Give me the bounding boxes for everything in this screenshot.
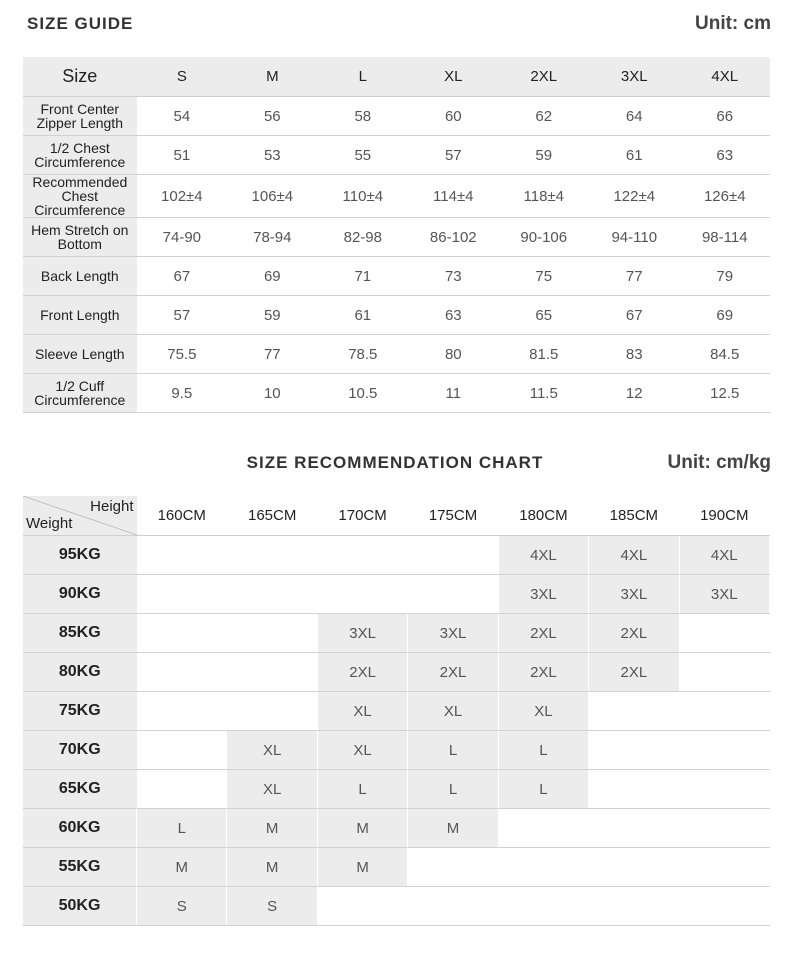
size-value-cell: 62 [499, 97, 589, 136]
recommended-size-cell: M [137, 848, 227, 887]
recommended-size-cell [589, 809, 679, 848]
size-value-cell: 64 [589, 97, 679, 136]
size-guide-title: SIZE GUIDE [27, 14, 134, 33]
recommended-size-cell: XL [227, 770, 317, 809]
size-value-cell: 61 [589, 136, 679, 175]
recommended-size-cell [589, 848, 679, 887]
recommended-size-cell [679, 692, 769, 731]
size-value-cell: 11 [408, 374, 498, 413]
size-guide-table [23, 57, 770, 413]
size-value-cell: 74-90 [137, 218, 227, 257]
size-value-cell: 65 [499, 296, 589, 335]
size-row-label: Hem Stretch on Bottom [23, 218, 137, 257]
size-value-cell: 51 [137, 136, 227, 175]
recommended-size-cell [408, 848, 498, 887]
height-header-cell: 170CM [317, 496, 407, 536]
weight-row-label: 50KG [23, 887, 137, 926]
recommended-size-cell: 2XL [498, 614, 588, 653]
size-value-cell: 10 [227, 374, 317, 413]
size-header-label: Size [23, 57, 137, 97]
recommended-size-cell [137, 614, 227, 653]
recommended-size-cell: M [317, 809, 407, 848]
size-header-cell: 3XL [589, 57, 679, 97]
recommended-size-cell [679, 809, 769, 848]
recommended-size-cell [589, 731, 679, 770]
recommended-size-cell [498, 848, 588, 887]
recommended-size-cell [317, 887, 407, 926]
size-recommendation-table [23, 496, 770, 926]
recommended-size-cell: L [137, 809, 227, 848]
size-header-cell: XL [408, 57, 498, 97]
size-header-row [23, 57, 770, 97]
size-value-cell: 10.5 [318, 374, 408, 413]
weight-row-label: 80KG [23, 653, 137, 692]
size-value-cell: 59 [499, 136, 589, 175]
size-value-cell: 67 [589, 296, 679, 335]
recommendation-unit: Unit: cm/kg [667, 452, 771, 473]
size-row-label: 1/2 Cuff Circumference [23, 374, 137, 413]
recommended-size-cell [227, 575, 317, 614]
recommended-size-cell [227, 614, 317, 653]
recommended-size-cell: L [408, 731, 498, 770]
size-value-cell: 63 [680, 136, 771, 175]
recommended-size-cell: L [408, 770, 498, 809]
recommended-size-cell: 4XL [498, 536, 588, 575]
recommended-size-cell: L [498, 770, 588, 809]
size-row [23, 257, 770, 296]
size-value-cell: 55 [318, 136, 408, 175]
size-value-cell: 122±4 [589, 175, 679, 218]
size-header-cell: 2XL [499, 57, 589, 97]
size-value-cell: 61 [318, 296, 408, 335]
recommended-size-cell [227, 653, 317, 692]
recommended-size-cell [137, 770, 227, 809]
weight-row-label: 65KG [23, 770, 137, 809]
size-row [23, 374, 770, 413]
size-value-cell: 110±4 [318, 175, 408, 218]
recommended-size-cell [317, 536, 407, 575]
size-value-cell: 84.5 [680, 335, 771, 374]
recommended-size-cell: 2XL [408, 653, 498, 692]
recommended-size-cell: 4XL [679, 536, 769, 575]
height-header-cell: 190CM [679, 496, 769, 536]
size-value-cell: 75 [499, 257, 589, 296]
size-value-cell: 69 [680, 296, 771, 335]
size-value-cell: 63 [408, 296, 498, 335]
recommendation-title-text: SIZE RECOMMENDATION CHART [246, 453, 544, 472]
height-header-cell: 160CM [137, 496, 227, 536]
size-value-cell: 12.5 [680, 374, 771, 413]
weight-row-label: 95KG [23, 536, 137, 575]
weight-row [23, 887, 770, 926]
recommended-size-cell: 2XL [498, 653, 588, 692]
recommended-size-cell: XL [317, 692, 407, 731]
size-value-cell: 114±4 [408, 175, 498, 218]
size-value-cell: 78-94 [227, 218, 317, 257]
recommended-size-cell: L [317, 770, 407, 809]
recommended-size-cell: 4XL [589, 536, 679, 575]
weight-row-label: 60KG [23, 809, 137, 848]
size-value-cell: 57 [137, 296, 227, 335]
recommended-size-cell: 3XL [589, 575, 679, 614]
size-value-cell: 83 [589, 335, 679, 374]
recommended-size-cell: M [227, 848, 317, 887]
size-header-cell: L [318, 57, 408, 97]
weight-row [23, 731, 770, 770]
height-header-cell: 180CM [498, 496, 588, 536]
recommended-size-cell [408, 536, 498, 575]
size-guide-unit: Unit: cm [695, 13, 771, 34]
height-header-row [23, 496, 770, 536]
corner-weight-label: Weight [26, 515, 73, 532]
size-value-cell: 9.5 [137, 374, 227, 413]
recommended-size-cell [317, 575, 407, 614]
height-header-cell: 165CM [227, 496, 317, 536]
weight-row [23, 575, 770, 614]
recommended-size-cell: 2XL [589, 653, 679, 692]
height-header-cell: 175CM [408, 496, 498, 536]
size-value-cell: 54 [137, 97, 227, 136]
size-value-cell: 58 [318, 97, 408, 136]
recommended-size-cell [498, 887, 588, 926]
size-value-cell: 77 [589, 257, 679, 296]
size-value-cell: 80 [408, 335, 498, 374]
weight-row-label: 75KG [23, 692, 137, 731]
size-value-cell: 12 [589, 374, 679, 413]
size-value-cell: 98-114 [680, 218, 771, 257]
size-value-cell: 67 [137, 257, 227, 296]
weight-row [23, 653, 770, 692]
size-row-label: Back Length [23, 257, 137, 296]
recommended-size-cell: M [227, 809, 317, 848]
recommended-size-cell [498, 809, 588, 848]
weight-row [23, 770, 770, 809]
size-value-cell: 77 [227, 335, 317, 374]
recommended-size-cell: XL [317, 731, 407, 770]
size-value-cell: 118±4 [499, 175, 589, 218]
recommended-size-cell [679, 848, 769, 887]
recommended-size-cell [137, 653, 227, 692]
recommended-size-cell [137, 731, 227, 770]
size-row [23, 175, 770, 218]
size-value-cell: 126±4 [680, 175, 771, 218]
size-value-cell: 90-106 [499, 218, 589, 257]
size-row [23, 136, 770, 175]
recommended-size-cell [679, 614, 769, 653]
size-value-cell: 66 [680, 97, 771, 136]
size-value-cell: 86-102 [408, 218, 498, 257]
size-value-cell: 106±4 [227, 175, 317, 218]
recommended-size-cell: 3XL [498, 575, 588, 614]
size-value-cell: 94-110 [589, 218, 679, 257]
size-value-cell: 81.5 [499, 335, 589, 374]
corner-height-label: Height [90, 498, 134, 515]
size-value-cell: 82-98 [318, 218, 408, 257]
size-value-cell: 71 [318, 257, 408, 296]
recommended-size-cell [679, 770, 769, 809]
recommended-size-cell [679, 731, 769, 770]
recommended-size-cell [227, 536, 317, 575]
recommended-size-cell: XL [408, 692, 498, 731]
size-row [23, 296, 770, 335]
recommended-size-cell [679, 653, 769, 692]
size-header-cell: 4XL [680, 57, 771, 97]
recommended-size-cell [589, 692, 679, 731]
size-row [23, 335, 770, 374]
weight-row [23, 848, 770, 887]
recommended-size-cell: 2XL [317, 653, 407, 692]
size-value-cell: 53 [227, 136, 317, 175]
size-value-cell: 73 [408, 257, 498, 296]
weight-row [23, 809, 770, 848]
recommended-size-cell: 3XL [408, 614, 498, 653]
recommended-size-cell: 3XL [679, 575, 769, 614]
recommended-size-cell: L [498, 731, 588, 770]
recommended-size-cell [589, 770, 679, 809]
size-row-label: Sleeve Length [23, 335, 137, 374]
size-row [23, 97, 770, 136]
recommended-size-cell: XL [498, 692, 588, 731]
size-value-cell: 57 [408, 136, 498, 175]
weight-row-label: 55KG [23, 848, 137, 887]
size-header-cell: M [227, 57, 317, 97]
size-value-cell: 11.5 [499, 374, 589, 413]
recommended-size-cell [137, 692, 227, 731]
recommended-size-cell [137, 536, 227, 575]
recommended-size-cell [408, 575, 498, 614]
size-row-label: Front Length [23, 296, 137, 335]
size-row [23, 218, 770, 257]
size-value-cell: 56 [227, 97, 317, 136]
size-value-cell: 78.5 [318, 335, 408, 374]
weight-row [23, 692, 770, 731]
recommended-size-cell [408, 887, 498, 926]
weight-row-label: 90KG [23, 575, 137, 614]
size-value-cell: 102±4 [137, 175, 227, 218]
recommended-size-cell: 3XL [317, 614, 407, 653]
recommended-size-cell [589, 887, 679, 926]
size-value-cell: 69 [227, 257, 317, 296]
size-value-cell: 75.5 [137, 335, 227, 374]
size-row-label: 1/2 Chest Circumference [23, 136, 137, 175]
recommended-size-cell: S [227, 887, 317, 926]
size-row-label: Recommended Chest Circumference [23, 175, 137, 218]
recommended-size-cell [137, 575, 227, 614]
recommended-size-cell: M [317, 848, 407, 887]
size-value-cell: 60 [408, 97, 498, 136]
size-value-cell: 59 [227, 296, 317, 335]
weight-row [23, 536, 770, 575]
height-header-cell: 185CM [589, 496, 679, 536]
recommended-size-cell: S [137, 887, 227, 926]
size-header-cell: S [137, 57, 227, 97]
size-row-label: Front Center Zipper Length [23, 97, 137, 136]
recommended-size-cell: M [408, 809, 498, 848]
weight-row [23, 614, 770, 653]
height-weight-corner [23, 496, 137, 536]
recommended-size-cell [679, 887, 769, 926]
weight-row-label: 70KG [23, 731, 137, 770]
recommended-size-cell [227, 692, 317, 731]
recommended-size-cell: XL [227, 731, 317, 770]
recommended-size-cell: 2XL [589, 614, 679, 653]
weight-row-label: 85KG [23, 614, 137, 653]
size-value-cell: 79 [680, 257, 771, 296]
